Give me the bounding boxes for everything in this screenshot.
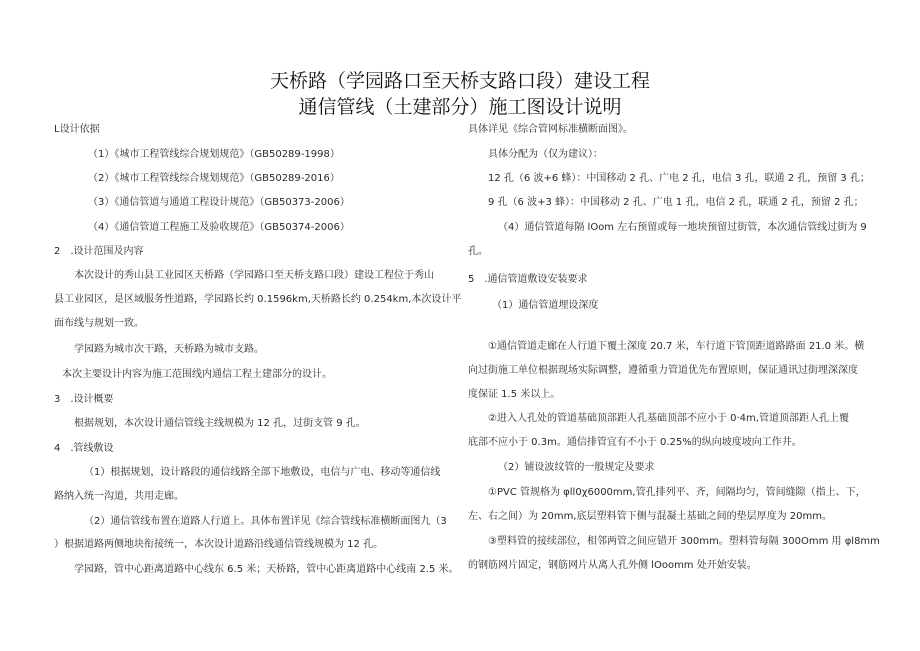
document-title-line-2: 通信管线（土建部分）施工图设计说明	[298, 96, 622, 118]
paragraph-line: 向过街施工单位根据现场实际调整，遵循重力管道优先布置原则，保证通讯过街埋深深度	[468, 365, 858, 376]
reference-item-1: （1）《城市工程管线综合规划规范》（GB50289-1998）	[88, 149, 340, 160]
paragraph-line: ）根据道路两侧地块衔接统一，本次设计道路沿线通信管线规模为 12 孔。	[54, 539, 384, 550]
paragraph-line: 孔。	[468, 246, 488, 257]
paragraph-line: 度保证 1.5 米以上。	[468, 389, 561, 400]
paragraph-line: 路纳入统一沟道，共用走廊。	[54, 491, 184, 502]
paragraph-line: ③塑料管的接续部位，相邻两管之间应错开 300mm。塑料管每隔 300Omm 用 φl8mm	[488, 536, 880, 547]
paragraph-line: （4）通信管道每隔 lOom 左右预留或每一地块预留过街管，本次通信管线过街为 9	[498, 222, 867, 233]
paragraph-line: 面布线与规划一致。	[54, 318, 144, 329]
reference-item-4: （4）《通信管道工程施工及验收规范》（GB50374-2006）	[88, 222, 350, 233]
paragraph-line: （1）根据规划，设计路段的通信线路全部下地敷设，电信与广电、移动等通信线	[84, 467, 441, 478]
paragraph-line: ①PVC 管规格为 φll0χ6000mm,管孔排列平、齐，间隔均匀，管间缝隙（指上、下，	[488, 487, 866, 498]
paragraph-line: 具体分配为（仅为建议）：	[488, 149, 603, 160]
paragraph-line: 根据规划，本次设计通信管线主线规模为 12 孔，过街支管 9 孔。	[74, 418, 366, 429]
paragraph-line: 12 孔（6 波+6 蜂）：中国移动 2 孔、广电 2 孔，电信 3 孔，联通 2 孔，预留 3 孔；	[488, 173, 870, 184]
paragraph-line: 的钢筋网片固定，钢筋网片从离人孔外侧 lOoomm 处开始安装。	[468, 560, 757, 571]
paragraph-line: 学园路为城市次干路，天桥路为城市支路。	[74, 344, 264, 355]
paragraph-line: （2）通信管线布置在道路人行道上。具体布置详见《综合管线标准横断面图九（3	[84, 516, 447, 527]
paragraph-line: 底部不应小于 0.3m。通信排管宜有不小于 0.25%的纵向坡度坡向工作井。	[468, 437, 802, 448]
paragraph-line: ①通信管道走廊在人行道下覆土深度 20.7 米，车行道下管顶距道路路面 21.0 米。横	[488, 341, 865, 352]
paragraph-line: 本次设计的秀山县工业园区天桥路（学园路口至天桥支路口段）建设工程位于秀山	[74, 270, 434, 281]
paragraph-line: 学园路，管中心距离道路中心线东 6.5 米；天桥路，管中心距离道路中心线南 2.5 米。	[74, 564, 459, 575]
paragraph-line: 县工业园区，是区域服务性道路，学园路长约 0.1596km,天桥路长约 0.254km,本次设计平	[54, 294, 462, 305]
reference-item-3: （3）《通信管道与通道工程设计规范》（GB50373-2006）	[88, 197, 350, 208]
document-title-line-1: 天桥路（学园路口至天桥支路口段）建设工程	[269, 70, 650, 92]
paragraph-line: 本次主要设计内容为施工范围线内通信工程土建部分的设计。	[62, 369, 332, 380]
subsection-heading: （1）通信管道埋设深度	[492, 300, 599, 311]
section-heading-2: 2 .设计范围及内容	[54, 246, 144, 257]
subsection-heading: （2）铺设波纹管的一般规定及要求	[498, 462, 655, 473]
section-heading-5: 5 .通信管道敷设安装要求	[468, 274, 588, 285]
paragraph-line: 9 孔（6 波+3 蜂）：中国移动 2 孔、广电 1 孔，电信 2 孔，联通 2 孔，预留 2 孔；	[488, 197, 864, 208]
section-heading-1: L设计依据	[54, 124, 100, 135]
section-heading-4: 4 .管线敷设	[54, 443, 114, 454]
section-heading-3: 3 .设计概要	[54, 394, 114, 405]
paragraph-line: 具体详见《综合管网标准横断面图》。	[468, 124, 633, 135]
paragraph-line: ②进入人孔处的管道基础顶部距人孔基础顶部不应小于 0·4m,管道顶部距人孔上覆	[488, 413, 849, 424]
reference-item-2: （2）《城市工程管线综合规划规范》（GB50289-2016）	[88, 173, 340, 184]
paragraph-line: 左、右之间）为 20mm,底层塑料管下侧与混凝土基础之间的垫层厚度为 20mm。	[468, 511, 832, 522]
